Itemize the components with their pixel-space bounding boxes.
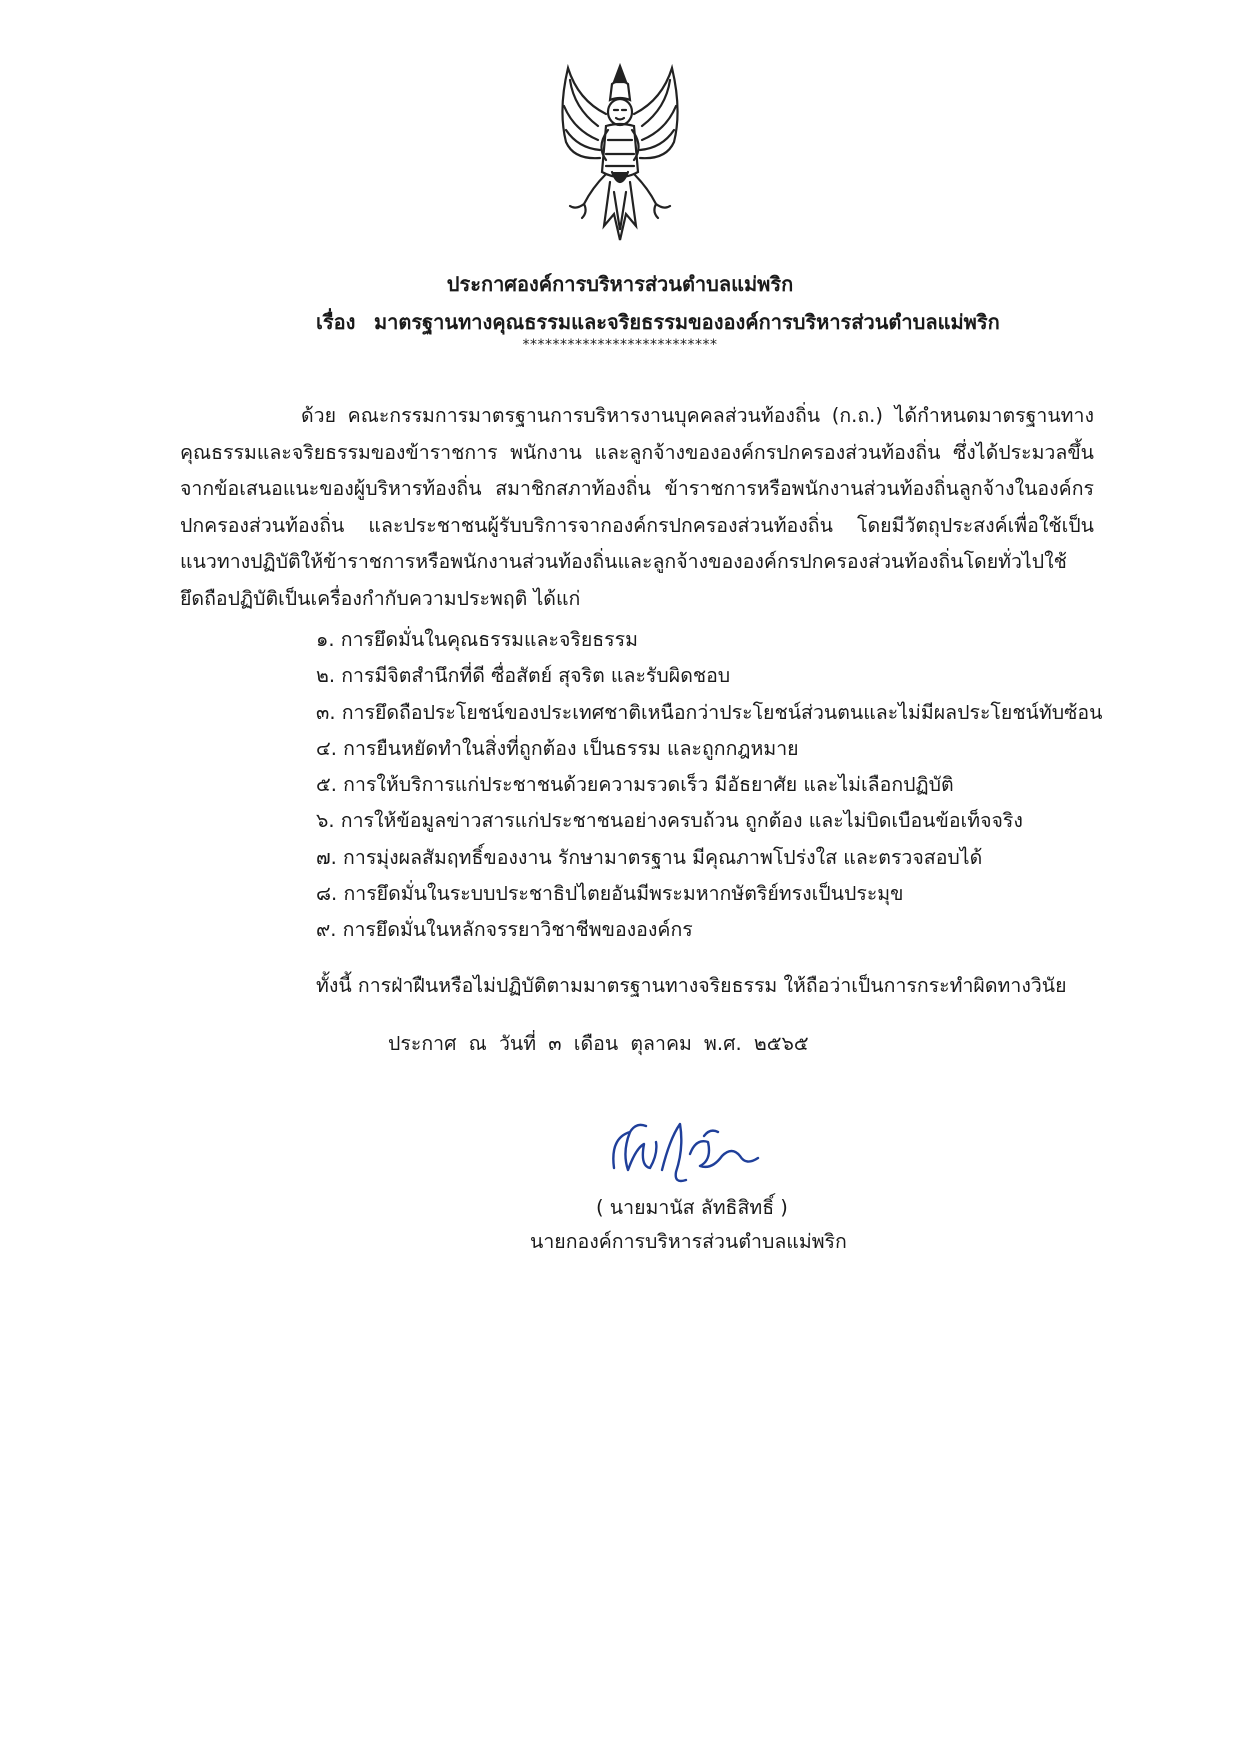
list-item: ๓. การยึดถือประโยชน์ของประเทศชาติเหนือกว่าประโยชน์ส่วนตนและไม่มีผลประโยชน์ทับซ้อน	[316, 700, 1103, 724]
subject-line	[316, 306, 1000, 338]
signer-title: นายกองค์การบริหารส่วนตำบลแม่พริก	[530, 1230, 847, 1253]
signer-name: ( นายมานัส ลัทธิสิทธิ์ )	[596, 1196, 788, 1219]
announcement-date: ประกาศ ณ วันที่ ๓ เดือน ตุลาคม พ.ศ. ๒๕๖๕	[388, 1032, 809, 1055]
list-item: ๙. การยึดมั่นในหลักจรรยาวิชาชีพขององค์กร	[316, 918, 693, 942]
list-item: ๔. การยืนหยัดทำในสิ่งที่ถูกต้อง เป็นธรรม และถูกกฎหมาย	[316, 736, 799, 760]
announcement-title: ประกาศองค์การบริหารส่วนตำบลแม่พริก	[446, 272, 794, 296]
subject-text: มาตรฐานทางคุณธรรมและจริยธรรมขององค์การบริหารส่วนตำบลแม่พริก	[374, 310, 1000, 334]
list-item: ๑. การยึดมั่นในคุณธรรมและจริยธรรม	[316, 628, 638, 651]
handwritten-signature	[600, 1108, 770, 1192]
separator-line: **************************	[522, 337, 718, 353]
list-item: ๕. การให้บริการแก่ประชาชนด้วยความรวดเร็ว มีอัธยาศัย และไม่เลือกปฏิบัติ	[316, 773, 954, 797]
standards-list	[316, 622, 1102, 949]
list-item: ๖. การให้ข้อมูลข่าวสารแก่ประชาชนอย่างครบถ้วน ถูกต้อง และไม่บิดเบือนข้อเท็จจริง	[316, 809, 1023, 833]
subject-label: เรื่อง	[316, 310, 356, 334]
list-item: ๒. การมีจิตสำนึกที่ดี ซื่อสัตย์ สุจริต และรับผิดชอบ	[316, 664, 731, 688]
list-item: ๘. การยึดมั่นในระบบประชาธิปไตยอันมีพระมหากษัตริย์ทรงเป็นประมุข	[316, 882, 904, 906]
body-paragraph: ด้วย คณะกรรมการมาตรฐานการบริหารงานบุคคลส่วนท้องถิ่น (ก.ถ.) ได้กำหนดมาตรฐานทางคุณธรรมและจริยธรรมของข้าราชการ พนักงาน และลูกจ้างขององค์กรปกครองส่วนท้องถิ่น ซึ่งได้ประมวลขึ้นจากข้อเสนอแนะของผู้บริหารท้องถิ่น สมาชิกสภาท้องถิ่น ข้าราชการหรือพนักงานส่วนท้องถิ่นลูกจ้างในองค์กรปกครองส่วนท้องถิ่น และประชาชนผู้รับบริการจากองค์กรปกครองส่วนท้องถิ่น โดยมีวัตถุประสงค์เพื่อใช้เป็นแนวทางปฏิบัติให้ข้าราชการหรือพนักงานส่วนท้องถิ่นและลูกจ้างขององค์กรปกครองส่วนท้องถิ่นโดยทั่วไปใช้ยึดถือปฏิบัติเป็นเครื่องกำกับความประพฤติ ได้แก่	[180, 404, 1094, 610]
closing-statement: ทั้งนี้ การฝ่าฝืนหรือไม่ปฏิบัติตามมาตรฐานทางจริยธรรม ให้ถือว่าเป็นการกระทำผิดทางวินัย	[316, 974, 1067, 997]
garuda-emblem-icon	[548, 60, 692, 250]
list-item: ๗. การมุ่งผลสัมฤทธิ์ของงาน รักษามาตรฐาน มีคุณภาพโปร่งใส และตรวจสอบได้	[316, 845, 983, 869]
